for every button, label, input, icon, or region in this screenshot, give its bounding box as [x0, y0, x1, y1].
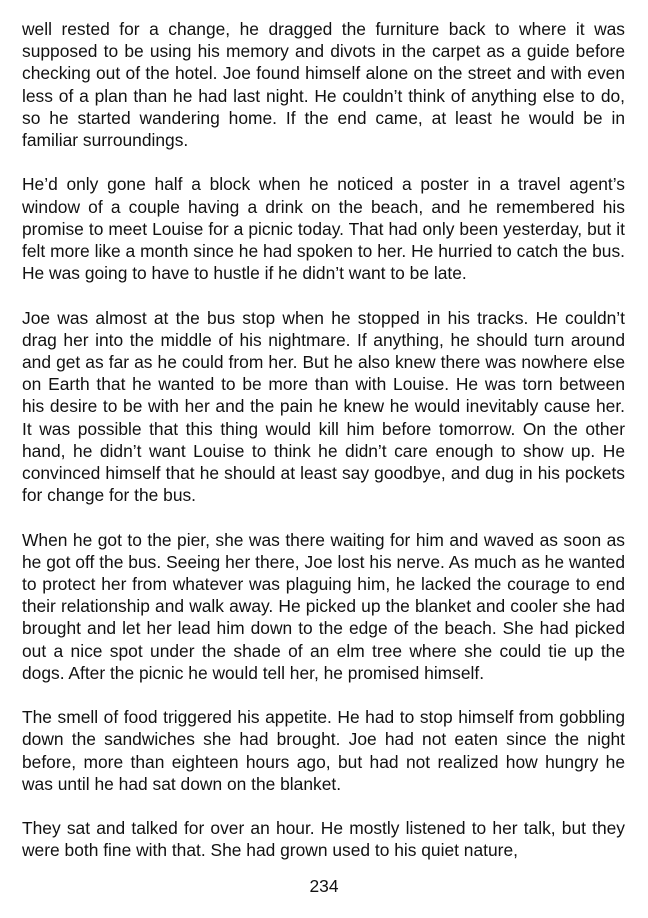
page-body — [22, 18, 625, 862]
paragraph-3: Joe was almost at the bus stop when he stopped in his tracks. He couldn’t drag her into the middle of his nightmare. If anything, he should turn around and get as far as he could from her. But he also knew there was nowhere else on Earth that he wanted to be more than with Louise. He was torn between his desire to be with her and the pain he knew he would inevitably cause her. It was possible that this thing would kill him before tomorrow. On the other hand, he didn’t want Louise to think he didn’t care enough to show up. He convinced himself that he should at least say goodbye, and dug in his pockets for change for the bus. — [22, 307, 625, 506]
page-number: 234 — [309, 876, 339, 896]
paragraph-6: They sat and talked for over an hour. He mostly listened to her talk, but they were both fine with that. She had grown used to his quiet nature, — [22, 818, 625, 861]
paragraph-1: well rested for a change, he dragged the furniture back to where it was supposed to be using his memory and divots in the carpet as a guide before checking out of the hotel. Joe found himself alone on the street and with even less of a plan than he had last night. He couldn’t think of anything else to do, so he started wandering home. If the end came, at least he would be in familiar surroundings. — [22, 19, 625, 151]
paragraph-5: The smell of food triggered his appetite. He had to stop himself from gobbling down the sandwiches she had brought. Joe had not eaten since the night before, more than eighteen hours ago, but had not realized how hungry he was until he had sat down on the blanket. — [22, 707, 625, 794]
paragraph-2: He’d only gone half a block when he noticed a poster in a travel agent’s window of a couple having a drink on the beach, and he remembered his promise to meet Louise for a picnic today. That had only been yesterday, but it felt more like a month since he had spoken to her. He hurried to catch the bus. He was going to have to hustle if he didn’t want to be late. — [22, 174, 625, 284]
paragraph-4: When he got to the pier, she was there waiting for him and waved as soon as he got off the bus. Seeing her there, Joe lost his nerve. As much as he wanted to protect her from whatever was plaguing him, he lacked the courage to end their relationship and walk away. He picked up the blanket and cooler she had brought and let her lead him down to the edge of the beach. She had picked out a nice spot under the shade of an elm tree where she could tie up the dogs. After the picnic he would tell her, he promised himself. — [22, 529, 625, 683]
